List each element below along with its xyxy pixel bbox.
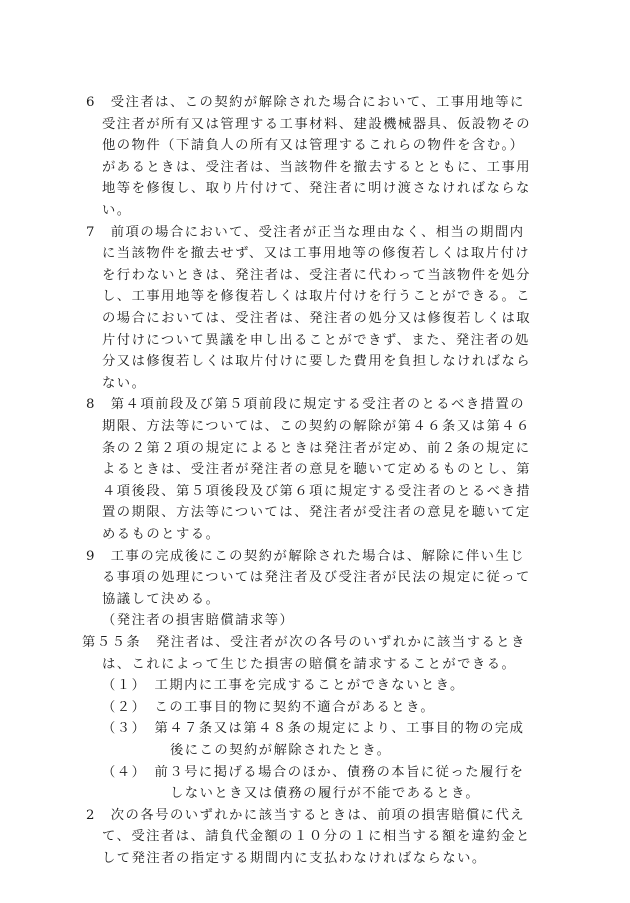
paragraph-8: [0, 394, 630, 545]
paragraph-line: 他の物件（下請負人の所有又は管理するこれらの物件を含む。）: [102, 138, 525, 154]
paragraph-line: て、受注者は、請負代金額の１０分の１に相当する額を違約金と: [102, 829, 531, 845]
article-55: [0, 632, 630, 675]
item-4: [0, 762, 630, 805]
heading-text: （発注者の損害賠償請求等）: [102, 613, 295, 629]
item-line: （１） 工期内に工事を完成することができないとき。: [102, 678, 465, 694]
paragraph-line: い。: [102, 202, 132, 218]
paragraph-line: る事項の処理については発注者及び受注者が民法の規定に従って: [102, 570, 531, 586]
paragraph-line: 片付けについて異議を申し出ることができず、また、発注者の処: [102, 332, 530, 348]
paragraph-line: 期限、方法等については、この契約の解除が第４６条又は第４６: [102, 418, 531, 434]
paragraph-line: を行わないときは、発注者は、受注者に代わって当該物件を処分: [102, 267, 531, 283]
article-line: は、これによって生じた損害の賠償を請求することができる。: [102, 656, 517, 672]
paragraph-line: ４項後段、第５項後段及び第６項に規定する受注者のとるべき措: [102, 483, 532, 499]
paragraph-line: 8 第４項前段及び第５項前段に規定する受注者のとるべき措置の: [86, 397, 526, 413]
paragraph-2: [0, 805, 630, 870]
item-line: （４） 前３号に掲げる場合のほか、債務の本旨に従った履行を: [102, 764, 525, 780]
paragraph-line: 9 工事の完成後にこの契約が解除された場合は、解除に伴い生じ: [86, 548, 526, 564]
item-1: [0, 675, 630, 697]
paragraph-line: よるときは、受注者が発注者の意見を聴いて定めるものとし、第: [102, 462, 532, 478]
item-line: （３） 第４７条又は第４８条の規定により、工事目的物の完成: [102, 721, 525, 737]
paragraph-line: に当該物件を撤去せず、又は工事用地等の修復若しくは取片付け: [102, 246, 531, 262]
paragraph-line: の場合においては、受注者は、発注者の処分又は修復若しくは取: [102, 310, 532, 326]
paragraph-line: し、工事用地等を修復若しくは取片付けを行うことができる。こ: [102, 289, 532, 305]
paragraph-7: [0, 222, 630, 395]
paragraph-9: [0, 546, 630, 611]
paragraph-line: ない。: [102, 375, 147, 391]
paragraph-line: 2 次の各号のいずれかに該当するときは、前項の損害賠償に代え: [86, 807, 526, 823]
paragraph-line: 協議して決める。: [102, 591, 221, 607]
article-line: 第５５条 発注者は、受注者が次の各号のいずれかに該当するとき: [82, 635, 526, 650]
item-2: [0, 697, 630, 719]
item-line: しないとき又は債務の履行が不能であるとき。: [170, 786, 481, 802]
paragraph-line: 分又は修復若しくは取片付けに要した費用を負担しなければなら: [102, 354, 532, 370]
paragraph-6: [0, 92, 630, 222]
section-heading: [0, 610, 630, 632]
paragraph-line: 6 受注者は、この契約が解除された場合において、工事用地等に: [86, 95, 525, 110]
item-3: [0, 718, 630, 761]
paragraph-line: 受注者が所有又は管理する工事材料、建設機械器具、仮設物その: [102, 116, 532, 132]
paragraph-line: 置の期限、方法等については、発注者が受注者の意見を聴いて定: [102, 505, 531, 521]
item-line: 後にこの契約が解除されたとき。: [170, 742, 392, 758]
paragraph-line: して発注者の指定する期間内に支払わなければならない。: [102, 850, 487, 866]
paragraph-line: 地等を修復し、取り片付けて、発注者に明け渡さなければならな: [102, 181, 531, 197]
paragraph-line: めるものとする。: [102, 526, 221, 542]
paragraph-line: 条の２第２項の規定によるときは発注者が定め、前２条の規定に: [102, 440, 531, 456]
paragraph-line: があるときは、受注者は、当該物件を撤去するとともに、工事用: [102, 159, 532, 175]
item-line: （２） この工事目的物に契約不適合があるとき。: [102, 699, 436, 715]
paragraph-line: 7 前項の場合において、受注者が正当な理由なく、相当の期間内: [86, 224, 525, 240]
